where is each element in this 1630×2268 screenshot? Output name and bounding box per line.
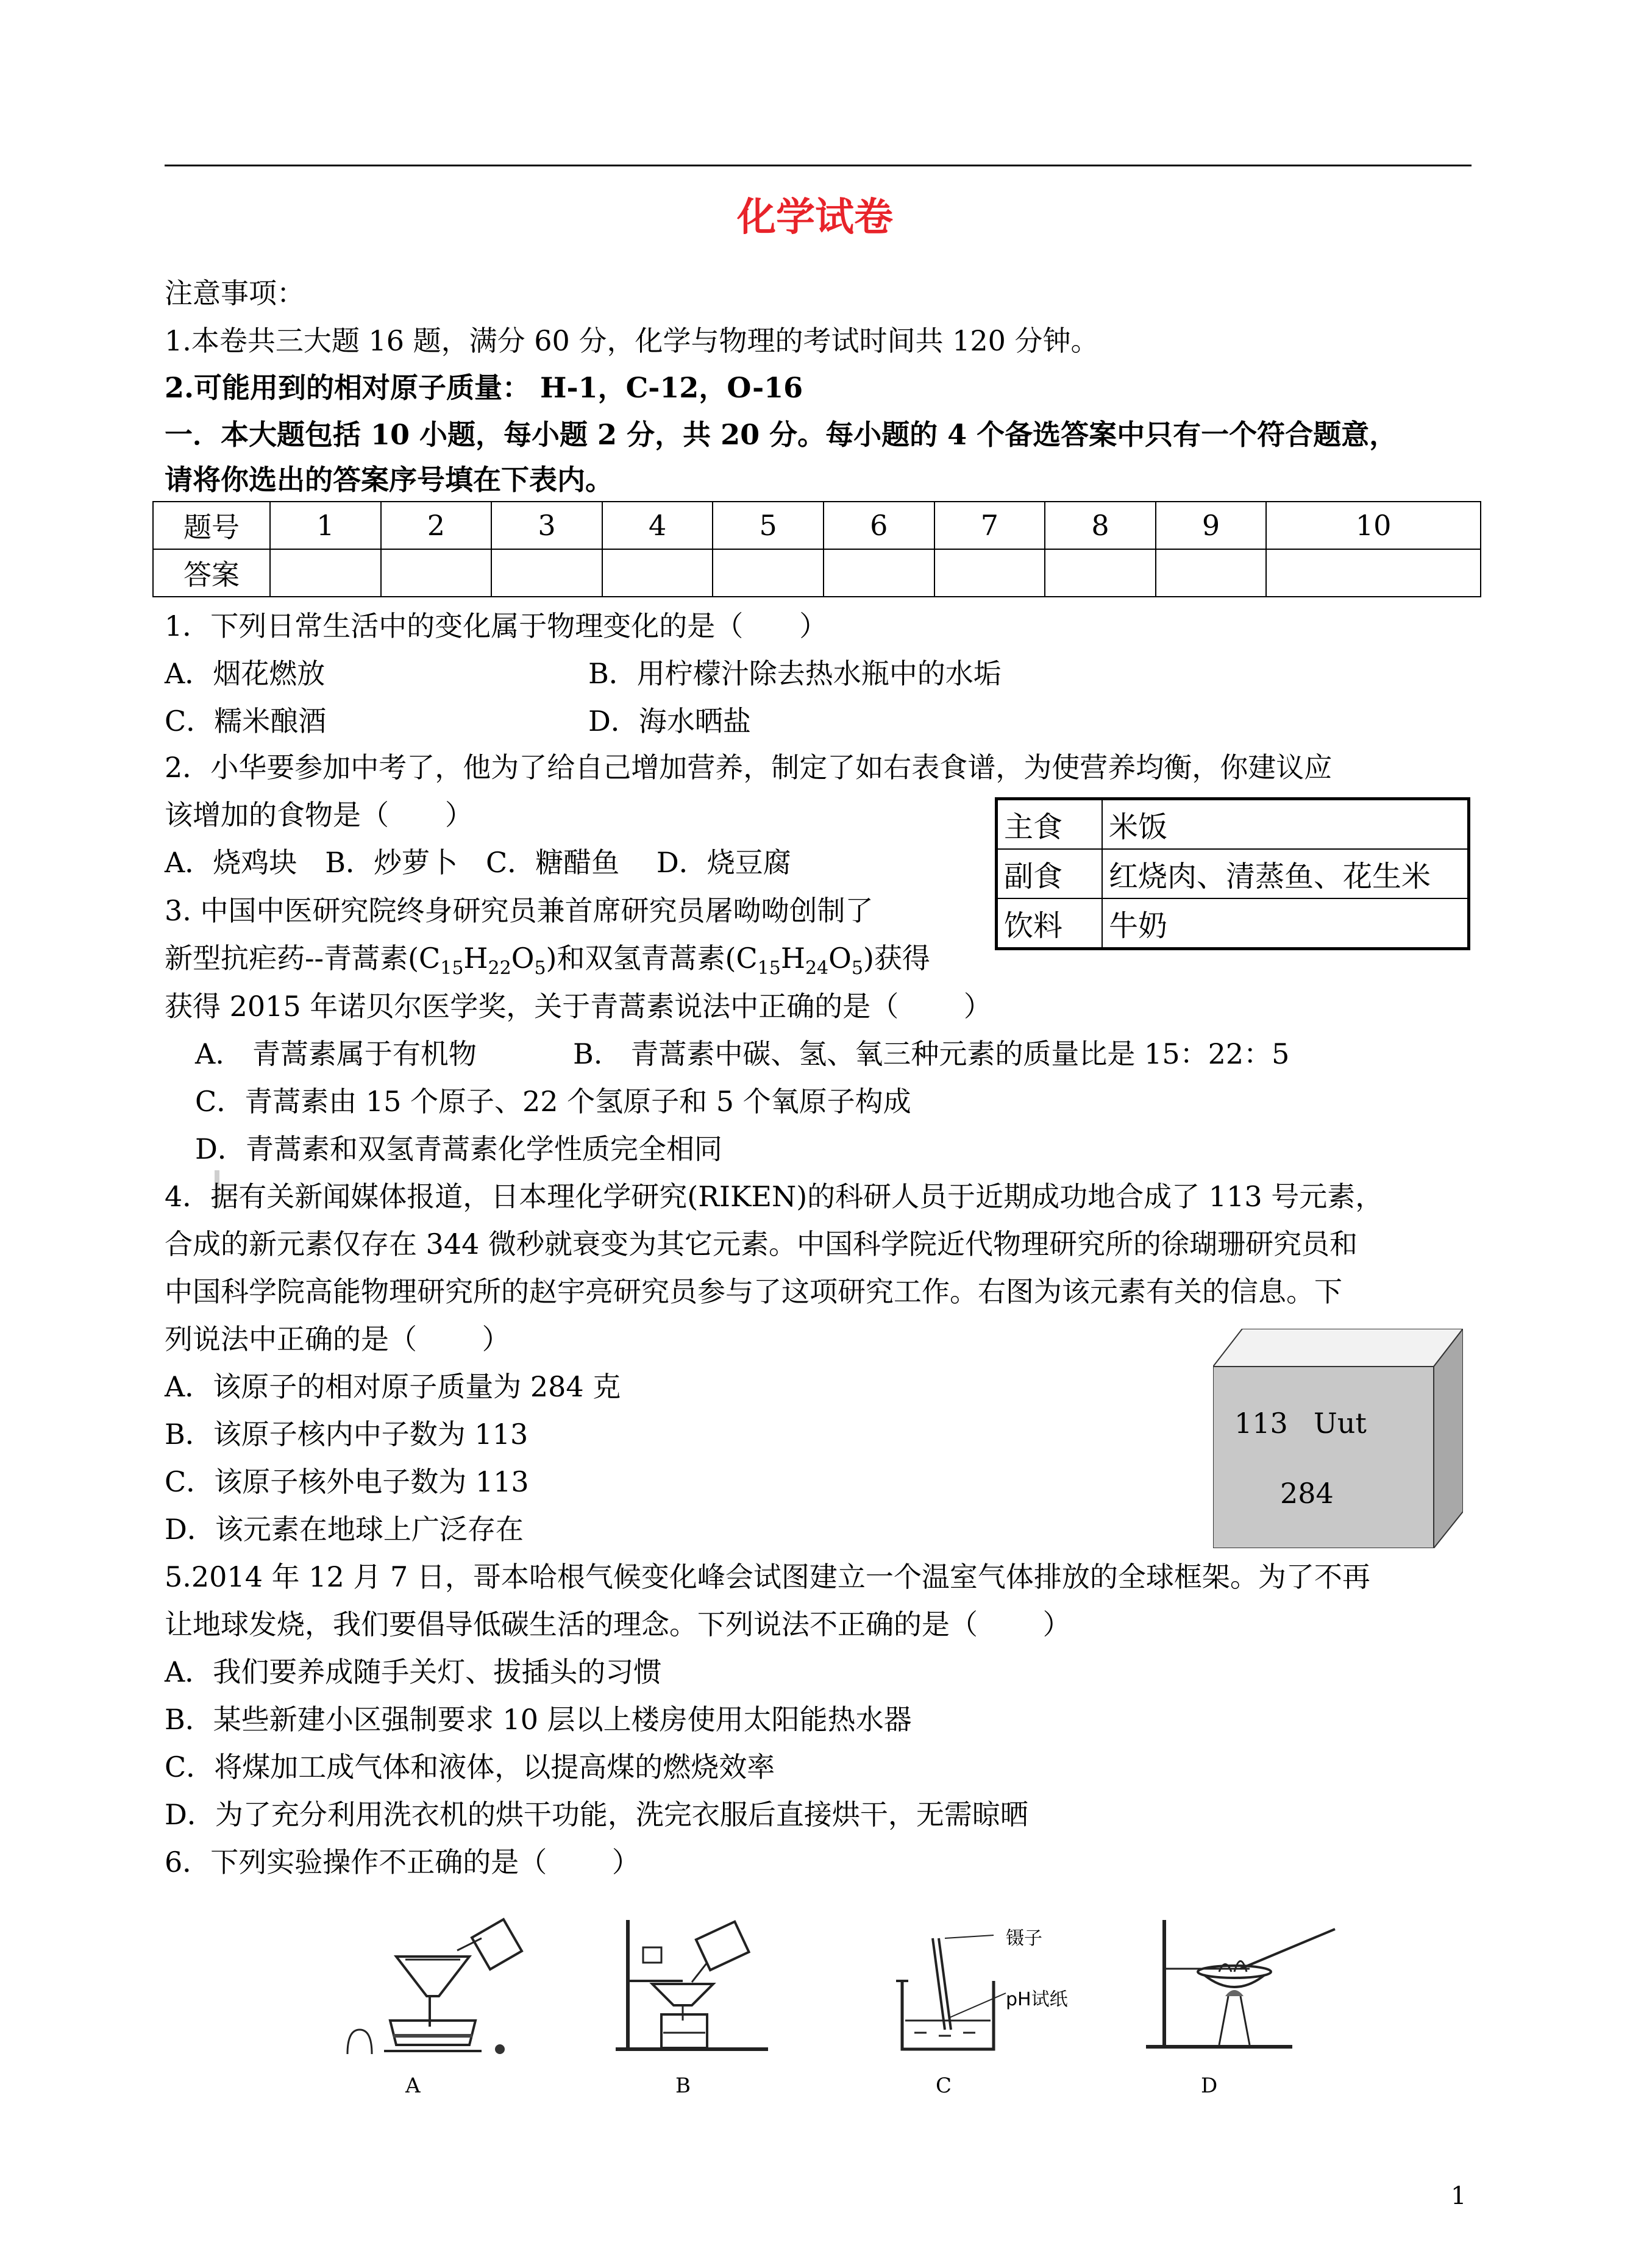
q1-option-d: D．海水晒盐 — [588, 705, 751, 738]
q3-text: H — [780, 942, 805, 975]
q5-line-2: 让地球发烧，我们要倡导低碳生活的理念。下列说法不正确的是（ ） — [165, 1608, 1071, 1641]
q4-line-3: 中国科学院高能物理研究所的赵宇亮研究员参与了这项研究工作。右图为该元素有关的信息。下 — [165, 1275, 1342, 1308]
q3-sub: 15 — [757, 958, 781, 979]
answer-table-num-1: 1 — [270, 502, 381, 549]
q4-line-4: 列说法中正确的是（ ） — [165, 1323, 510, 1356]
answer-cell-8[interactable] — [1045, 549, 1156, 597]
q3-option-a: A. 青蒿素属于有机物 — [195, 1037, 477, 1070]
element-mass: 284 — [1280, 1477, 1334, 1510]
q1-option-a: A．烟花燃放 — [165, 657, 326, 690]
q3-option-b: B. 青蒿素中碳、氢、氧三种元素的质量比是 15：22：5 — [573, 1037, 1290, 1070]
page-number: 1 — [1451, 2182, 1467, 2210]
answer-table-num-10: 10 — [1266, 502, 1481, 549]
menu-table — [995, 797, 1470, 950]
q4-line-1: 4．据有关新闻媒体报道，日本理化学研究(RIKEN)的科研人员于近期成功地合成了 113 号元素， — [165, 1180, 1384, 1213]
section-1-line-1: 一．本大题包括 10 小题，每小题 2 分，共 20 分。每小题的 4 个备选答案中只有一个符合题意， — [165, 418, 1398, 451]
answer-table-num-2: 2 — [381, 502, 492, 549]
q6-figures — [341, 1914, 1365, 2109]
q3-sub: 22 — [488, 958, 511, 979]
q3-text: O — [511, 942, 535, 975]
answer-table-row-numbers — [153, 502, 1481, 549]
answer-table — [152, 501, 1481, 597]
element-symbol: Uut — [1314, 1407, 1367, 1440]
q3-sub: 5 — [534, 958, 546, 979]
section-1-line-2: 请将你选出的答案序号填在下表内。 — [165, 463, 613, 496]
menu-value: 红烧肉、清蒸鱼、花生米 — [1102, 849, 1469, 898]
answer-cell-2[interactable] — [381, 549, 492, 597]
figure-a-label: A — [405, 2074, 421, 2098]
notice-item-1: 1.本卷共三大题 16 题，满分 60 分，化学与物理的考试时间共 120 分钟。 — [165, 324, 1099, 357]
answer-table-label-answer: 答案 — [153, 549, 270, 597]
q5-option-a: A．我们要养成随手关灯、拔插头的习惯 — [165, 1655, 662, 1688]
answer-table-label-number: 题号 — [153, 502, 270, 549]
q2-options: A．烧鸡块 B．炒萝卜 C．糖醋鱼 D．烧豆腐 — [165, 846, 791, 879]
answer-table-num-6: 6 — [824, 502, 934, 549]
notice-item-2: 2.可能用到的相对原子质量： H-1，C-12，O-16 — [165, 371, 803, 404]
q1-option-c: C．糯米酿酒 — [165, 705, 327, 738]
menu-key: 饮料 — [997, 898, 1103, 949]
figure-c-label: C — [936, 2074, 952, 2098]
q5-option-d: D．为了充分利用洗衣机的烘干功能，洗完衣服后直接烘干，无需晾晒 — [165, 1798, 1028, 1831]
menu-row — [997, 849, 1469, 898]
q3-option-d: D．青蒿素和双氢青蒿素化学性质完全相同 — [195, 1132, 722, 1165]
answer-cell-1[interactable] — [270, 549, 381, 597]
figure-b-pouring — [610, 1914, 792, 2066]
answer-cell-7[interactable] — [934, 549, 1045, 597]
menu-row — [997, 898, 1469, 949]
q3-text: O — [828, 942, 852, 975]
menu-key: 副食 — [997, 849, 1103, 898]
answer-table-num-9: 9 — [1156, 502, 1267, 549]
q3-sub: 15 — [440, 958, 464, 979]
element-card — [1213, 1329, 1463, 1548]
figure-d-evaporation — [1134, 1914, 1365, 2066]
figure-a-filtration — [341, 1914, 549, 2066]
answer-cell-6[interactable] — [824, 549, 934, 597]
answer-table-num-5: 5 — [713, 502, 824, 549]
q3-text: )和双氢青蒿素(C — [546, 942, 758, 975]
answer-table-num-4: 4 — [602, 502, 713, 549]
answer-cell-4[interactable] — [602, 549, 713, 597]
q4-option-b: B．该原子核内中子数为 113 — [165, 1418, 529, 1451]
answer-table-num-7: 7 — [934, 502, 1045, 549]
q3-text: H — [463, 942, 488, 975]
menu-value: 米饭 — [1102, 799, 1469, 850]
q5-option-c: C．将煤加工成气体和液体，以提高煤的燃烧效率 — [165, 1751, 775, 1783]
q1-option-b: B．用柠檬汁除去热水瓶中的水垢 — [588, 657, 1002, 690]
answer-cell-10[interactable] — [1266, 549, 1481, 597]
menu-value: 牛奶 — [1102, 898, 1469, 949]
page-title: 化学试卷 — [737, 195, 893, 240]
answer-table-num-3: 3 — [491, 502, 602, 549]
q4-line-2: 合成的新元素仅存在 344 微秒就衰变为其它元素。中国科学院近代物理研究所的徐瑚珊研究员和 — [165, 1228, 1358, 1260]
figure-d-label: D — [1201, 2074, 1218, 2098]
answer-table-row-answers — [153, 549, 1481, 597]
menu-key: 主食 — [997, 799, 1103, 850]
q2-stem-line-1: 2．小华要参加中考了，他为了给自己增加营养，制定了如右表食谱，为使营养均衡，你建议应 — [165, 751, 1333, 784]
q5-line-1: 5.2014 年 12 月 7 日，哥本哈根气候变化峰会试图建立一个温室气体排放的全球框架。为了不再 — [165, 1560, 1370, 1593]
q3-sub: 24 — [805, 958, 829, 979]
answer-table-num-8: 8 — [1045, 502, 1156, 549]
q4-option-a: A．该原子的相对原子质量为 284 克 — [165, 1370, 621, 1403]
answer-cell-3[interactable] — [491, 549, 602, 597]
q2-stem-line-2: 该增加的食物是（ ） — [165, 798, 473, 831]
answer-cell-5[interactable] — [713, 549, 824, 597]
q3-text: 新型抗疟药--青蒿素(C — [165, 942, 441, 975]
figure-b-label: B — [675, 2074, 691, 2098]
menu-row — [997, 799, 1469, 850]
answer-cell-9[interactable] — [1156, 549, 1267, 597]
q4-option-c: C．该原子核外电子数为 113 — [165, 1465, 529, 1498]
figure-c-ph-paper-label: pH试纸 — [1006, 1989, 1068, 2010]
q3-stem-line-3: 获得 2015 年诺贝尔医学奖，关于青蒿素说法中正确的是（ ） — [165, 990, 992, 1023]
q1-stem: 1．下列日常生活中的变化属于物理变化的是（ ） — [165, 610, 828, 642]
q6-stem: 6．下列实验操作不正确的是（ ） — [165, 1846, 640, 1879]
q3-option-c: C．青蒿素由 15 个原子、22 个氢原子和 5 个氧原子构成 — [195, 1085, 911, 1118]
element-atomic-number: 113 — [1234, 1407, 1288, 1440]
q3-stem-line-1: 3. 中国中医研究院终身研究员兼首席研究员屠呦呦创制了 — [165, 894, 874, 927]
q3-text: )获得 — [863, 942, 930, 975]
q5-option-b: B．某些新建小区强制要求 10 层以上楼房使用太阳能热水器 — [165, 1703, 912, 1736]
top-rule — [165, 165, 1472, 166]
q4-option-d: D．该元素在地球上广泛存在 — [165, 1513, 524, 1546]
figure-c-tweezers-label: 镊子 — [1006, 1928, 1042, 1949]
notice-heading: 注意事项： — [165, 277, 305, 310]
q3-sub: 5 — [851, 958, 863, 979]
